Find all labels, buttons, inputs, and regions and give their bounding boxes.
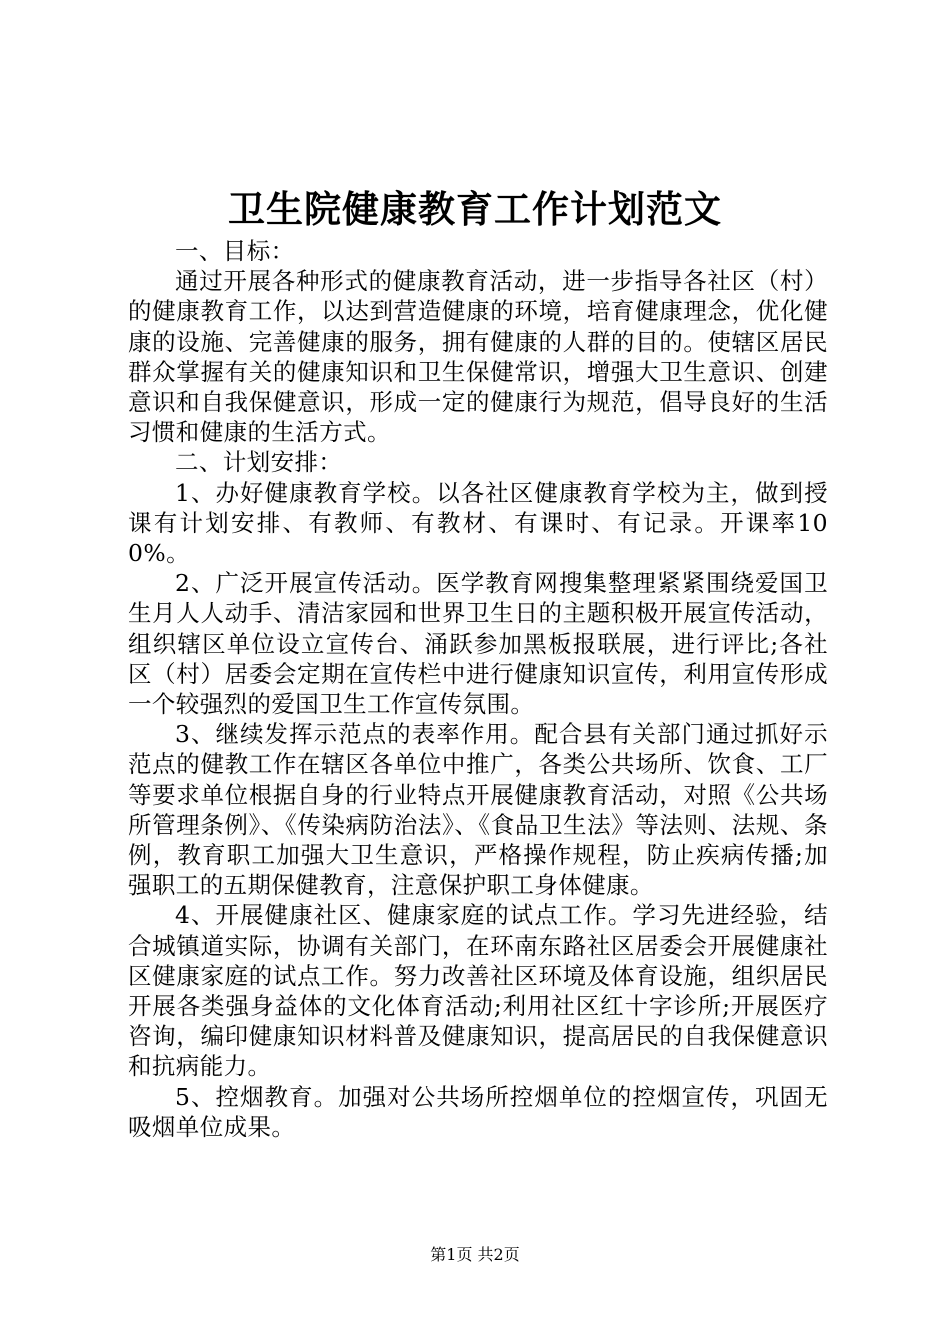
document-title: 卫生院健康教育工作计划范文 <box>228 187 722 231</box>
paragraph-item-2: 2、广泛开展宣传活动。医学教育网搜集整理紧紧围绕爱国卫生月人人动手、清洁家园和世界卫生日的主题积极开展宣传活动，组织辖区单位设立宣传台、涌跃参加黑板报联展，进行评比;各社区（村）居委会定期在宣传栏中进行健康知识宣传，利用宣传形成一个较强烈的爱国卫生工作宣传氛围。 <box>128 569 828 719</box>
section-heading-plan: 二、计划安排： <box>175 448 343 477</box>
page-number-footer: 第1页 共2页 <box>430 1245 520 1264</box>
paragraph-item-3: 3、继续发挥示范点的表率作用。配合县有关部门通过抓好示范点的健教工作在辖区各单位中推广，各类公共场所、饮食、工厂等要求单位根据自身的行业特点开展健康教育活动，对照《公共场所管理条例》、《传染病防治法》、《食品卫生法》等法则、法规、条例，教育职工加强大卫生意识，严格操作规程，防止疾病传播;加强职工的五期保健教育，注意保护职工身体健康。 <box>128 720 828 900</box>
document-body <box>128 236 828 1142</box>
paragraph-goal-text: 通过开展各种形式的健康教育活动，进一步指导各社区（村）的健康教育工作，以达到营造健康的环境，培育健康理念，优化健康的设施、完善健康的服务，拥有健康的人群的目的。使辖区居民群众掌握有关的健康知识和卫生保健常识，增强大卫生意识、创建意识和自我保健意识，形成一定的健康行为规范，倡导良好的生活习惯和健康的生活方式。 <box>128 267 828 447</box>
paragraph-item-1: 1、办好健康教育学校。以各社区健康教育学校为主，做到授课有计划安排、有教师、有教材、有课时、有记录。开课率100%。 <box>128 478 828 568</box>
paragraph-item-5: 5、控烟教育。加强对公共场所控烟单位的控烟宣传，巩固无吸烟单位成果。 <box>128 1082 828 1141</box>
paragraph-item-4: 4、开展健康社区、健康家庭的试点工作。学习先进经验，结合城镇道实际，协调有关部门，在环南东路社区居委会开展健康社区健康家庭的试点工作。努力改善社区环境及体育设施，组织居民开展各类强身益体的文化体育活动;利用社区红十字诊所;开展医疗咨询，编印健康知识材料普及健康知识，提高居民的自我保健意识和抗病能力。 <box>128 901 828 1081</box>
section-heading-goal: 一、目标： <box>175 237 295 265</box>
